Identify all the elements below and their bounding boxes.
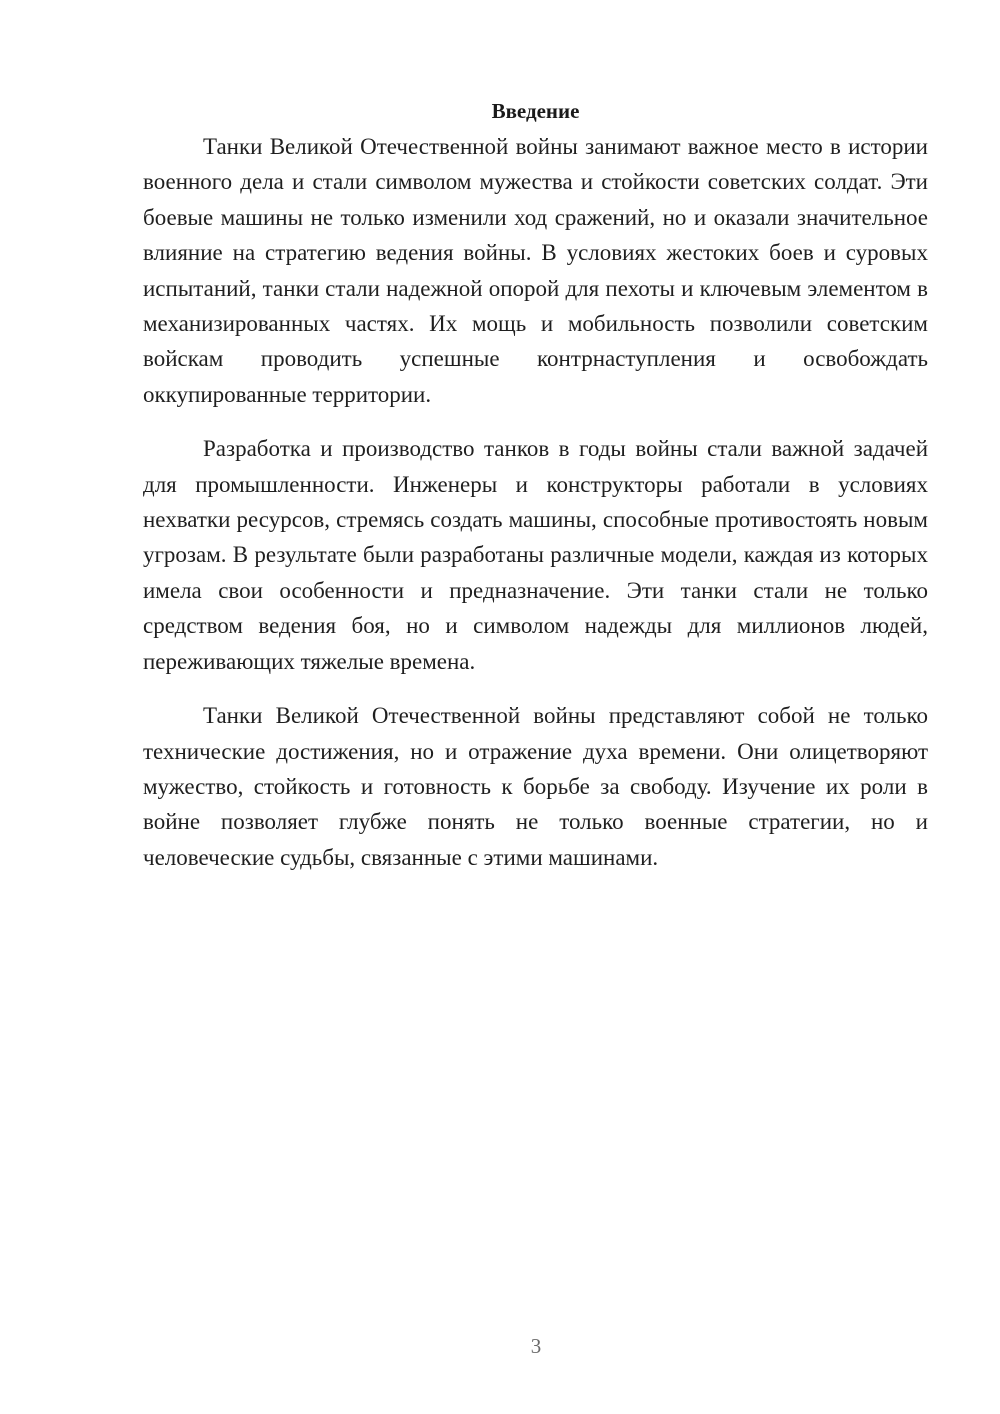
section-heading: Введение [491, 99, 580, 123]
paragraph-3: Танки Великой Отечественной войны представляют собой не только технические достижения, но и отражение духа времени. Они олицетворяют мужество, стойкость и готовность к борьбе за свободу. Изучение их роли в войне позволяет глубже понять не только военные стратегии, но и человеческие судьбы, связанные с этими машинами. [143, 703, 928, 870]
page-content [143, 94, 928, 875]
paragraph-2: Разработка и производство танков в годы войны стали важной задачей для промышленности. Инженеры и конструкторы работали в условиях нехватки ресурсов, стремясь создать машины, способные противостоять новым угрозам. В результате были разработаны различные модели, каждая из которых имела свои особенности и предназначение. Эти танки стали не только средством ведения боя, но и символом надежды для миллионов людей, переживающих тяжелые времена. [143, 436, 928, 674]
paragraph-1: Танки Великой Отечественной войны занимают важное место в истории военного дела и стали символом мужества и стойкости советских солдат. Эти боевые машины не только изменили ход сражений, но и оказали значительное влияние на стратегию ведения войны. В условиях жестоких боев и суровых испытаний, танки стали надежной опорой для пехоты и ключевым элементом в механизированных частях. Их мощь и мобильность позволили советским войскам проводить успешные контрнаступления и освобождать оккупированные территории. [143, 134, 928, 407]
page-number: 3 [530, 1334, 542, 1358]
